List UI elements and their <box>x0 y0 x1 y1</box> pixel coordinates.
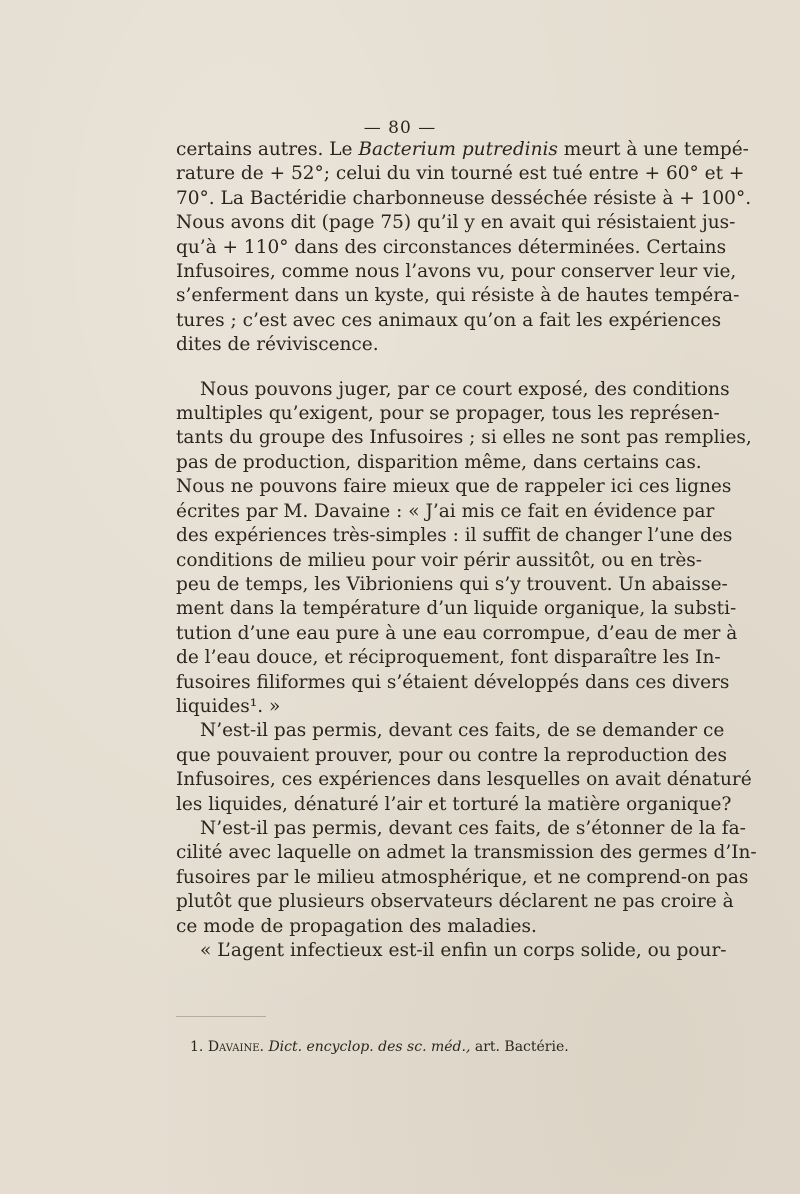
body-text <box>176 138 757 963</box>
text-line: Nous ne pouvons faire mieux que de rappeler ici ces lignes <box>176 476 732 498</box>
text-line: ce mode de propagation des maladies. <box>176 915 537 937</box>
species-name: Bacterium putredinis <box>358 139 558 160</box>
text-line: plutôt que plusieurs observateurs déclarent ne pas croire à <box>176 891 734 913</box>
text-line: tures ; c’est avec ces animaux qu’on a fait les expériences <box>176 309 722 331</box>
text-line: que pouvaient prouver, pour ou contre la reproduction des <box>176 744 727 766</box>
text-line: pas de production, disparition même, dans certains cas. <box>176 451 702 473</box>
text-line: 70°. La Bactéridie charbonneuse desséchée résiste à + 100°. <box>176 187 752 209</box>
text-line: Infusoires, ces expériences dans lesquelles on avait dénaturé <box>176 769 752 791</box>
text-line: tants du groupe des Infusoires ; si elles ne sont pas remplies, <box>176 427 752 449</box>
text-line: dites de réviviscence. <box>176 334 379 356</box>
text-line: qu’à + 110° dans des circonstances déterminées. Certains <box>176 236 727 258</box>
text-line: fusoires filiformes qui s’étaient développés dans ces divers <box>176 671 730 693</box>
text-line: rature de + 52°; celui du vin tourné est tué entre + 60° et + <box>176 163 745 185</box>
text-line: N’est-il pas permis, devant ces faits, de s’étonner de la fa- <box>200 817 746 839</box>
text-line: peu de temps, les Vibrioniens qui s’y trouvent. Un abaisse- <box>176 573 728 595</box>
text-line: liquides¹. » <box>176 695 281 717</box>
text-line: Infusoires, comme nous l’avons vu, pour conserver leur vie, <box>176 261 737 283</box>
text-line: conditions de milieu pour voir périr aussitôt, ou en très- <box>176 549 703 571</box>
text-line: de l’eau douce, et réciproquement, font disparaître les In- <box>176 647 721 669</box>
footnote-author: Davaine. <box>207 1039 264 1055</box>
text-line: écrites par M. Davaine : « J’ai mis ce fait en évidence par <box>176 500 715 522</box>
text-line: Nous avons dit (page 75) qu’il y en avait qui résistaient jus- <box>176 212 736 234</box>
text-line: N’est-il pas permis, devant ces faits, de se demander ce <box>200 720 725 742</box>
footnote-divider <box>176 1016 266 1017</box>
text-line: tution d’une eau pure à une eau corrompue, d’eau de mer à <box>176 622 738 644</box>
text-line: Nous pouvons juger, par ce court exposé, des conditions <box>200 378 730 400</box>
text-line: ment dans la température d’un liquide organique, la substi- <box>176 598 737 620</box>
footnote <box>190 1038 690 1056</box>
text-line: certains autres. Le Bacterium putredinis meurt à une tempé- <box>176 139 749 160</box>
page-number: — 80 — <box>363 118 437 138</box>
text-line: les liquides, dénaturé l’air et torturé la matière organique? <box>176 793 732 815</box>
footnote-article: art. Bactérie. <box>474 1039 569 1055</box>
footnote-work: Dict. encyclop. des sc. méd., <box>268 1039 471 1055</box>
text-line: cilité avec laquelle on admet la transmission des germes d’In- <box>176 842 757 864</box>
text-line: fusoires par le milieu atmosphérique, et ne comprend-on pas <box>176 866 749 888</box>
text-line: « L’agent infectieux est-il enfin un corps solide, ou pour- <box>200 940 727 961</box>
text-line: des expériences très-simples : il suffit de changer l’une des <box>176 525 733 547</box>
text-line: s’enferment dans un kyste, qui résiste à de hautes tempéra- <box>176 285 740 307</box>
text-line: multiples qu’exigent, pour se propager, tous les représen- <box>176 403 720 425</box>
paragraph-gap <box>176 358 696 378</box>
footnote-marker: 1. <box>190 1039 204 1055</box>
